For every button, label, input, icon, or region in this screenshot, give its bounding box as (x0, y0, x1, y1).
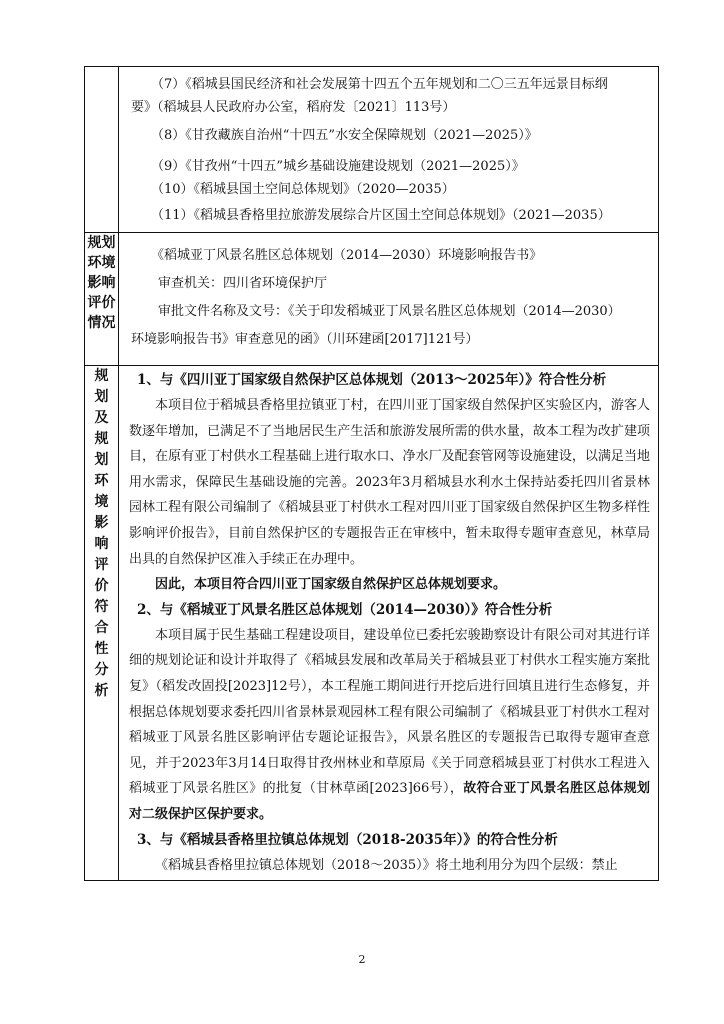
planning-table (84, 66, 659, 881)
section-heading-3: 3、与《稻城县香格里拉镇总体规划（2018-2035年）》的符合性分析 (137, 831, 558, 848)
eia-report-title: 《稻城亚丁风景名胜区总体规划（2014—2030）环境影响报告书》 (151, 248, 543, 263)
eia-approval-doc-line1: 审批文件名称及文号：《关于印发稻城亚丁风景名胜区总体规划（2014—2030） (158, 304, 621, 319)
eia-content-cell (119, 233, 659, 366)
section-heading-1: 1、与《四川亚丁国家级自然保护区总体规划（2013～2025年）》符合性分析 (137, 372, 607, 388)
section-heading-2: 2、与《稻城亚丁风景名胜区总体规划（2014—2030）》符合性分析 (137, 601, 553, 618)
plans-row (85, 67, 659, 233)
plan-item-7-line2: 要》（稻城县人民政府办公室，稻府发〔2021〕113号） (131, 100, 456, 115)
section-1-conclusion: 因此，本项目符合四川亚丁国家级自然保护区总体规划要求。 (155, 577, 507, 593)
plan-item-10: （10）《稻城县国土空间总体规划》（2020—2035） (151, 182, 455, 197)
section-2-text: 本项目属于民生基础工程建设项目，建设单位已委托宏骏勘察设计有限公司对其进行详细的规划论证和设计并取得了《稻城县发展和改革局关于稻城县亚丁村供水工程实施方案批复》（稻发改固投[2023]12号），本工程施工期间进行开挖后进行回填且进行生态修复，并根据总体规划要求委托四川省景林景观园林工程有限公司编制了《稻城县亚丁村供水工程对稻城亚丁风景名胜区影响评估专题论证报告》，风景名胜区的专题报告已取得专题审查意见，并于2023年3月14日取得甘孜州林业和草原局《关于同意稻城县亚丁村供水工程进入稻城亚丁风景名胜区》的批复（甘林草函[2023]66号）， (129, 627, 650, 797)
plans-row-label-cell (85, 67, 119, 233)
section-2-conclusion: 故符合亚丁风景名胜区总体规划对二级保护区保护要求。 (129, 781, 650, 822)
analysis-content-cell (119, 366, 659, 881)
eia-row (85, 233, 659, 366)
plan-item-11: （11）《稻城县香格里拉旅游发展综合片区国土空间总体规划》（2021—2035） (151, 208, 611, 223)
analysis-label: 规划及规划环境影响评价符合性分析 (94, 368, 109, 699)
plan-item-7-line1: （7）《稻城县国民经济和社会发展第十四五个五年规划和二〇三五年远景目标纲 (151, 77, 608, 92)
analysis-label-cell (85, 366, 119, 881)
eia-label: 规划环境影响评价情况 (87, 235, 116, 331)
analysis-row (85, 366, 659, 881)
eia-review-authority: 审查机关：四川省环境保护厅 (158, 276, 328, 291)
plans-list-cell (119, 67, 659, 233)
plan-item-9: （9）《甘孜州“十四五”城乡基础设施建设规划（2021—2025）》 (151, 159, 525, 174)
eia-approval-doc-line2: 环境影响报告书》审查意见的函》（川环建函[2017]121号） (131, 332, 479, 347)
section-2-paragraph (129, 623, 650, 828)
page-number: 2 (358, 953, 366, 966)
plan-item-8: （8）《甘孜藏族自治州“十四五”水安全保障规划（2021—2025）》 (151, 128, 538, 143)
section-1-paragraph: 本项目位于稻城县香格里拉镇亚丁村，在四川亚丁国家级自然保护区实验区内，游客人数逐年增加，已满足不了当地居民生产生活和旅游发展所需的供水量，故本工程为改扩建项目，在原有亚丁村供水工程基础上进行取水口、净水厂及配套管网等设施建设，以满足当地用水需求，保障民生基础设施的完善。2023年3月稻城县水利水土保持站委托四川省景林园林工程有限公司编制了《稻城县亚丁村供水工程对四川亚丁国家级自然保护区生物多样性影响评价报告》，目前自然保护区的专题报告正在审核中，暂未取得专题审查意见，林草局出具的自然保护区准入手续正在办理中。 (129, 398, 650, 567)
section-3-paragraph: 《稻城县香格里拉镇总体规划（2018～2035）》将土地利用分为四个层级：禁止 (155, 857, 618, 873)
eia-label-cell (85, 233, 119, 366)
